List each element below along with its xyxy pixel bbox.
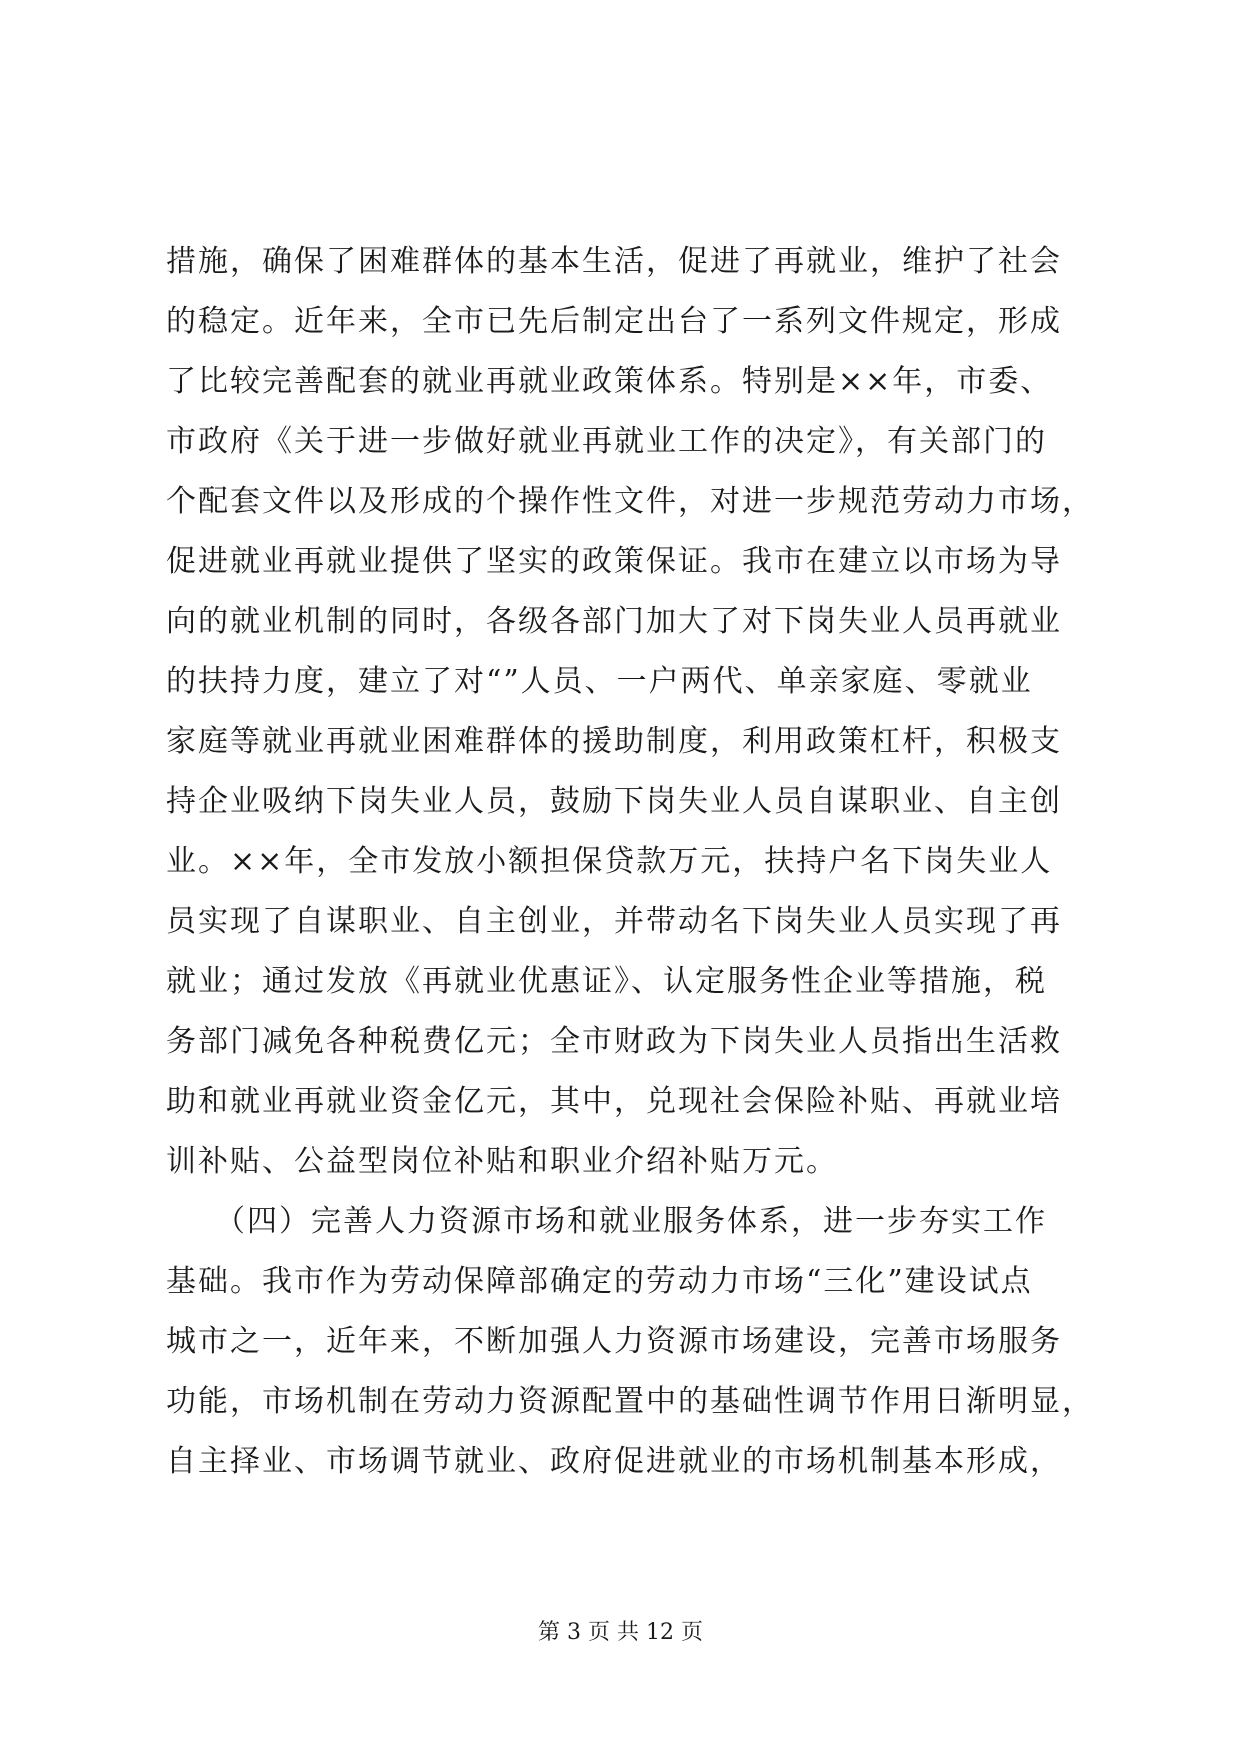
text-line-20: 功能，市场机制在劳动力资源配置中的基础性调节作用日渐明显， [166,1384,1094,1419]
text-line-3: 了比较完善配套的就业再就业政策体系。特别是××年，市委、 [166,364,1053,399]
text-line-8: 的扶持力度，建立了对“”人员、一户两代、单亲家庭、零就业 [166,664,1033,699]
text-line-21: 自主择业、市场调节就业、政府促进就业的市场机制基本形成， [166,1444,1062,1479]
text-line-11: 业。××年，全市发放小额担保贷款万元，扶持户名下岗失业人 [166,844,1053,879]
text-line-13: 就业；通过发放《再就业优惠证》、认定服务性企业等措施，税 [166,964,1047,999]
text-line-1: 措施，确保了困难群体的基本生活，促进了再就业，维护了社会 [166,244,1062,279]
text-line-12: 员实现了自谋职业、自主创业，并带动名下岗失业人员实现了再 [166,904,1062,939]
text-line-14: 务部门减免各种税费亿元；全市财政为下岗失业人员指出生活救 [166,1024,1062,1059]
text-line-10: 持企业吸纳下岗失业人员，鼓励下岗失业人员自谋职业、自主创 [166,784,1062,819]
page-number-footer: 第 3 页 共 12 页 [538,1620,703,1645]
text-line-4: 市政府《关于进一步做好就业再就业工作的决定》，有关部门的 [166,424,1047,459]
text-line-5: 个配套文件以及形成的个操作性文件，对进一步规范劳动力市场， [166,484,1094,519]
text-line-6: 促进就业再就业提供了坚实的政策保证。我市在建立以市场为导 [166,544,1062,579]
text-line-17: （四）完善人力资源市场和就业服务体系，进一步夯实工作 [166,1204,1047,1239]
text-line-9: 家庭等就业再就业困难群体的援助制度，利用政策杠杆，积极支 [166,724,1062,759]
text-line-16: 训补贴、公益型岗位补贴和职业介绍补贴万元。 [166,1144,838,1179]
text-line-15: 助和就业再就业资金亿元，其中，兑现社会保险补贴、再就业培 [166,1084,1062,1119]
text-line-7: 向的就业机制的同时，各级各部门加大了对下岗失业人员再就业 [166,604,1062,639]
text-line-2: 的稳定。近年来，全市已先后制定出台了一系列文件规定，形成 [166,304,1062,339]
text-line-18: 基础。我市作为劳动保障部确定的劳动力市场“三化”建设试点 [166,1264,1033,1299]
text-line-19: 城市之一，近年来，不断加强人力资源市场建设，完善市场服务 [166,1324,1062,1359]
